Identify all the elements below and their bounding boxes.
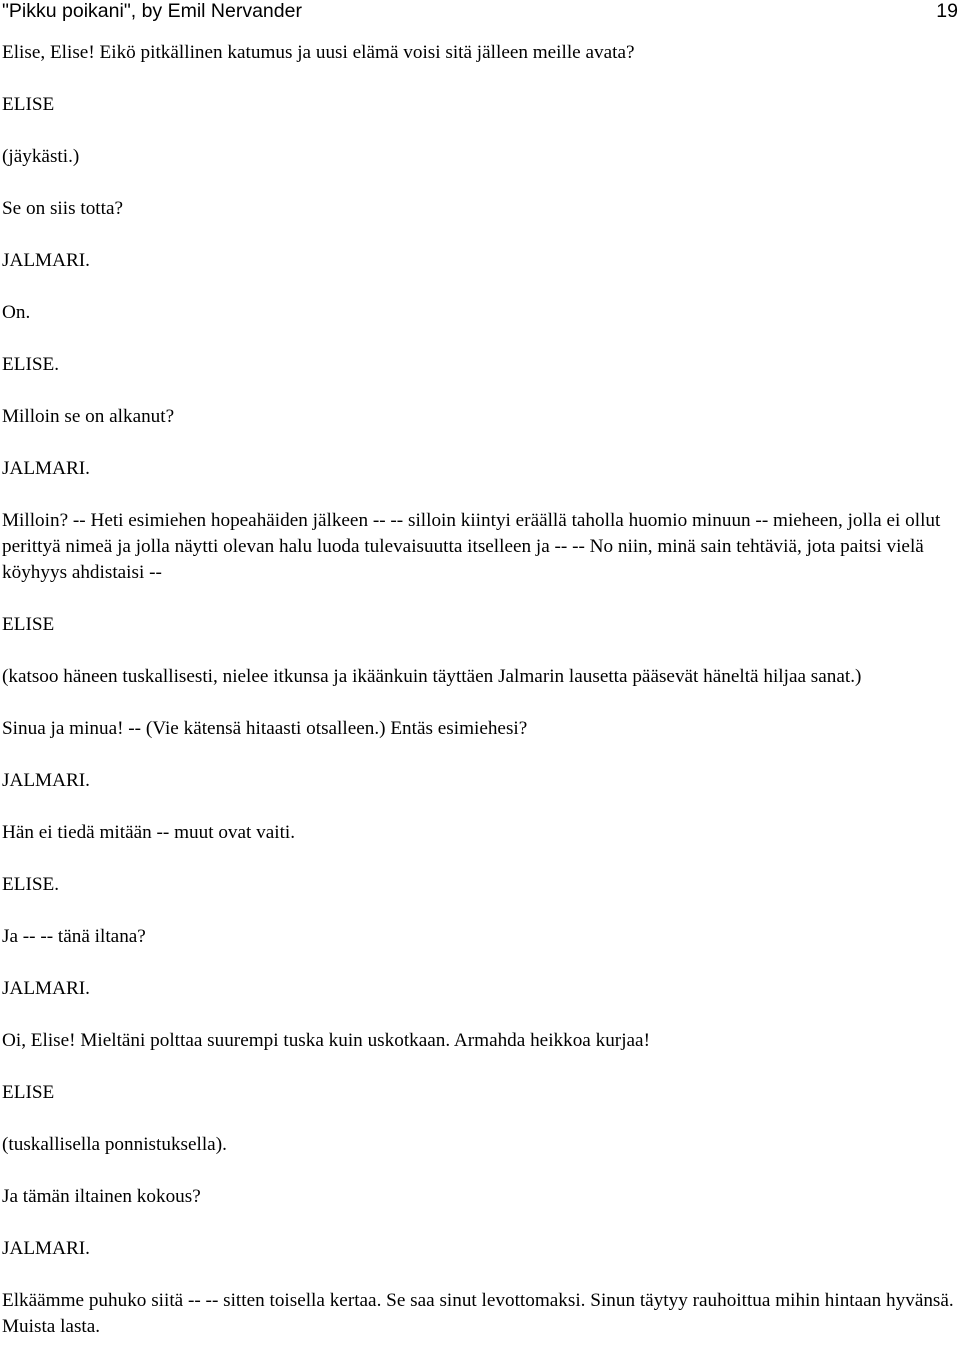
speaker-name: JALMARI. — [2, 250, 90, 271]
page-title: "Pikku poikani", by Emil Nervander — [2, 0, 302, 22]
body-text — [2, 40, 958, 1366]
speaker-name: JALMARI. — [2, 978, 90, 999]
dialogue-line: On. — [2, 302, 31, 323]
dialogue-line: Oi, Elise! Mieltäni polttaa suurempi tuska kuin uskotkaan. Armahda heikkoa kurjaa! — [2, 1030, 650, 1051]
speaker-name: ELISE — [2, 94, 55, 115]
speaker-name: ELISE. — [2, 354, 60, 375]
dialogue-line: Elkäämme puhuko siitä -- -- sitten toisella kertaa. Se saa sinut levottomaksi. Sinun täytyy rauhoittua mihin hintaan hyvänsä. Muista lasta. — [2, 1290, 954, 1337]
speaker-name: JALMARI. — [2, 1238, 90, 1259]
stage-direction: (katsoo häneen tuskallisesti, nielee itkunsa ja ikäänkuin täyttäen Jalmarin lausetta pääsevät häneltä hiljaa sanat.) — [2, 666, 862, 687]
dialogue-line: Milloin se on alkanut? — [2, 406, 175, 427]
dialogue-line: Ja tämän iltainen kokous? — [2, 1186, 201, 1207]
speaker-name: ELISE — [2, 1082, 55, 1103]
speaker-name: ELISE. — [2, 874, 60, 895]
dialogue-line: Ja -- -- tänä iltana? — [2, 926, 146, 947]
speaker-name: JALMARI. — [2, 458, 90, 479]
dialogue-line: Elise, Elise! Eikö pitkällinen katumus ja uusi elämä voisi sitä jälleen meille avata? — [2, 42, 635, 63]
stage-direction: (jäykästi.) — [2, 146, 80, 167]
dialogue-line: Hän ei tiedä mitään -- muut ovat vaiti. — [2, 822, 296, 843]
speaker-name: JALMARI. — [2, 770, 90, 791]
page-header — [0, 0, 960, 26]
stage-direction: (tuskallisella ponnistuksella). — [2, 1134, 227, 1155]
page-number: 19 — [936, 0, 958, 22]
dialogue-line: Milloin? -- Heti esimiehen hopeahäiden jälkeen -- -- silloin kiintyi eräällä taholla huomio minuun -- mieheen, jolla ei ollut perittyä nimeä ja jolla näytti olevan halu luoda tulevaisuutta itselleen ja -- -- No niin, minä sain tehtäviä, jota paitsi vielä köyhyys ahdistaisi -- — [2, 510, 941, 583]
dialogue-line: Se on siis totta? — [2, 198, 123, 219]
speaker-name: ELISE — [2, 614, 55, 635]
dialogue-line: Sinua ja minua! -- (Vie kätensä hitaasti otsalleen.) Entäs esimiehesi? — [2, 718, 528, 739]
